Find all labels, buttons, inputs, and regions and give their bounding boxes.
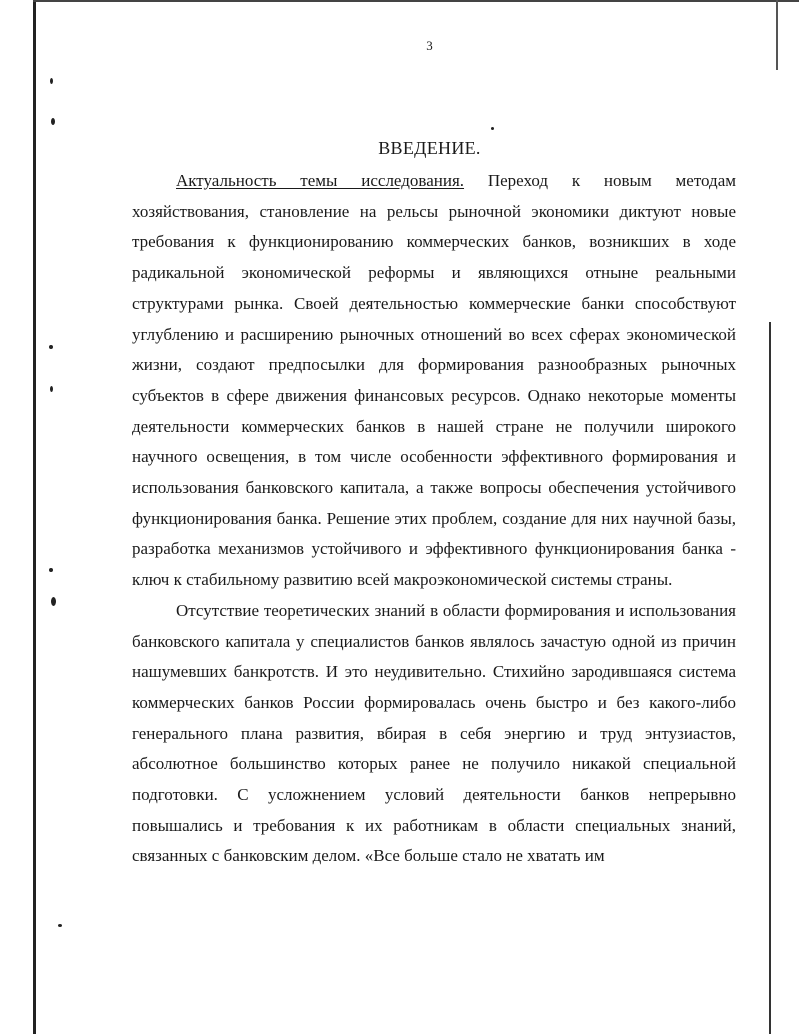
paragraph	[132, 596, 736, 872]
page-number: 3	[426, 38, 433, 53]
scan-speck	[50, 78, 53, 84]
scan-speck	[51, 597, 56, 606]
page-title: ВВЕДЕНИЕ.	[378, 138, 481, 158]
scan-edge-right-top	[776, 0, 778, 70]
scan-speck	[49, 345, 53, 349]
paragraph-text: Отсутствие теоретических знаний в области формирования и использования банковского капитала у специалистов банков являлось зачастую одной из причин нашумевших банкротств. И это неудивительно. Стихийно зародившаяся система коммерческих банков России формировалась очень быстро и без какого-либо генерального плана развития, вбирая в себя энергию и труд энтузиастов, абсолютное большинство которых ранее не получило никакой специальной подготовки. С усложнением условий деятельности банков непрерывно повышались и требования к их работникам в области специальных знаний, связанных с банковским делом. «Все больше стало не хватать им	[132, 600, 736, 866]
scan-speck	[58, 924, 62, 927]
scan-speck	[491, 127, 494, 130]
scan-speck	[49, 568, 53, 572]
document-body	[132, 166, 736, 872]
paragraph-lead-heading: Актуальность темы исследования.	[176, 171, 465, 190]
scan-speck	[50, 386, 53, 392]
paragraph	[132, 166, 736, 596]
scan-speck	[51, 118, 55, 125]
scan-edge-top	[33, 0, 799, 2]
paragraph-text: Переход к новым методам хозяйствования, становление на рельсы рыночной экономики диктуют новые требования к функционированию коммерческих банков, возникших в ходе радикальной экономической реформы и являющихся отныне реальными структурами рынка. Своей деятельностью коммерческие банки способствуют углублению и расширению рыночных отношений во всех сферах экономической жизни, создают предпосылки для формирования разнообразных рыночных субъектов в сфере движения финансовых ресурсов. Однако некоторые моменты деятельности коммерческих банков в нашей стране не получили широкого научного освещения, в том числе особенности эффективного формирования и использования банковского капитала, а также вопросы обеспечения устойчивого функционирования банка. Решение этих проблем, создание для них научной базы, разработка механизмов устойчивого и эффективного функционирования банка - ключ к стабильному развитию всей макроэкономической системы страны.	[132, 171, 736, 590]
scan-edge-right	[769, 322, 771, 1034]
